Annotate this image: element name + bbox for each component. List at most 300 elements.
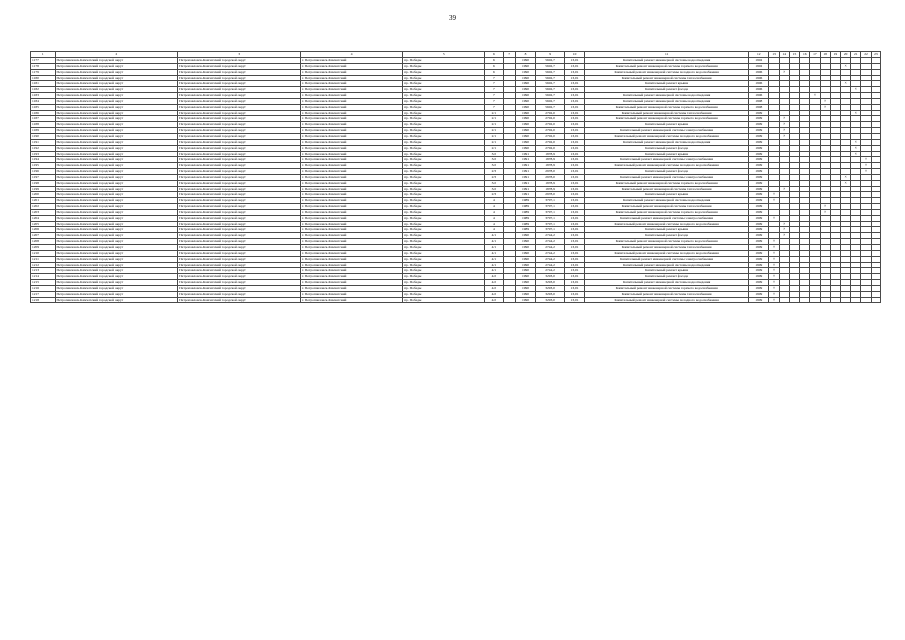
municipality-cell: Петропавловск-Камчатский городской округ [55,87,178,93]
year-cell: 1990 [515,93,535,99]
house-number-cell: 2/3 [485,192,503,198]
municipality-cell: Петропавловск-Камчатский городской округ [55,204,178,210]
street-cell: пр. Победы [403,280,485,286]
plan-year-cell: 1909 [748,116,768,122]
settlement-cell: г. Петропавловск-Камчатский [301,58,403,64]
plan-year-cell: 1909 [748,157,768,163]
area-cell: 3293,0 [536,291,565,297]
row-id-cell: 1218 [31,297,56,303]
area-cell: 5602,7 [536,81,565,87]
area-cell: 3293,0 [536,297,565,303]
row-id-cell: 1189 [31,128,56,134]
house-number-cell: 2/1 [485,116,503,122]
rate-cell: 13,01 [564,139,584,145]
settlement-cell: г. Петропавловск-Камчатский [301,204,403,210]
municipality-cell: Петропавловск-Камчатский городской округ [178,110,301,116]
municipality-cell: Петропавловск-Камчатский городской округ [178,297,301,303]
plan-year-cell: 1902 [748,58,768,64]
x-mark-icon: × [772,256,776,261]
settlement-cell: г. Петропавловск-Камчатский [301,145,403,151]
year-cell: 1990 [515,58,535,64]
house-number-cell: 4/1 [485,250,503,256]
rate-cell: 13,01 [564,110,584,116]
street-cell: пр. Победы [403,204,485,210]
plan-year-cell: 1909 [748,297,768,303]
house-number-cell: 4 [485,198,503,204]
area-cell: 2978,0 [536,169,565,175]
column-header: 2 [55,52,178,58]
work-type-cell: Капитальный ремонт инженерной системы горячего водоснабжения [585,180,749,186]
municipality-cell: Петропавловск-Камчатский городской округ [55,180,178,186]
house-number-cell: 4/2 [485,291,503,297]
municipality-cell: Петропавловск-Камчатский городской округ [55,233,178,239]
column-header: 9 [536,52,565,58]
row-id-cell: 1209 [31,245,56,251]
x-mark-icon: × [783,115,786,121]
municipality-cell: Петропавловск-Камчатский городской округ [55,256,178,262]
work-type-cell: Капитальный ремонт инженерной системы теплоснабжения [585,186,749,192]
x-mark-icon: × [844,174,847,179]
house-number-cell: 7 [485,93,503,99]
work-type-cell: Капитальный ремонт фасада [585,169,749,175]
settlement-cell: г. Петропавловск-Камчатский [301,122,403,128]
column-header: 20 [840,52,850,58]
street-cell: пр. Победы [403,274,485,280]
work-type-cell: Капитальный ремонт крыши [585,227,749,233]
work-type-cell: Капитальный ремонт инженерной системы горячего водоснабжения [585,239,749,245]
row-id-cell: 1193 [31,151,56,157]
house-number-cell: 4 [485,221,503,227]
row-id-cell: 1207 [31,233,56,239]
rate-cell: 13,01 [564,81,584,87]
plan-year-cell: 1909 [748,204,768,210]
plan-year-cell: 1906 [748,93,768,99]
year-cell: 1989 [515,221,535,227]
plan-year-cell: 1906 [748,75,768,81]
rate-cell: 13,01 [564,174,584,180]
area-cell: 5602,7 [536,75,565,81]
municipality-cell: Петропавловск-Камчатский городской округ [178,157,301,163]
plan-year-cell: 1906 [748,81,768,87]
x-mark-icon: × [772,285,776,290]
street-cell: пр. Победы [403,180,485,186]
x-mark-icon: × [783,232,786,238]
plan-year-cell: 1908 [748,104,768,110]
settlement-cell: г. Петропавловск-Камчатский [301,192,403,198]
settlement-cell: г. Петропавловск-Камчатский [301,268,403,274]
area-cell: 2702,0 [536,139,565,145]
plan-year-cell: 1909 [748,280,768,286]
area-cell: 5602,7 [536,58,565,64]
municipality-cell: Петропавловск-Камчатский городской округ [178,221,301,227]
plan-year-cell: 1909 [748,245,768,251]
rate-cell: 13,01 [564,291,584,297]
municipality-cell: Петропавловск-Камчатский городской округ [178,81,301,87]
municipality-cell: Петропавловск-Камчатский городской округ [55,139,178,145]
work-type-cell: Капитальный ремонт инженерной системы водоотведения [585,139,749,145]
year-cell: 1990 [515,239,535,245]
year-cell: 1989 [515,227,535,233]
work-type-cell: Капитальный ремонт инженерной системы холодного водоснабжения [585,69,749,75]
work-type-cell: Капитальный ремонт инженерной системы водоотведения [585,262,749,268]
work-type-cell: Капитальный ремонт фасада [585,145,749,151]
work-type-cell: Капитальный ремонт инженерной системы холодного водоснабжения [585,163,749,169]
plan-year-cell: 1902 [748,63,768,69]
plan-year-cell: 1909 [748,198,768,204]
municipality-cell: Петропавловск-Камчатский городской округ [55,198,178,204]
rate-cell: 13,01 [564,268,584,274]
municipality-cell: Петропавловск-Камчатский городской округ [178,262,301,268]
municipality-cell: Петропавловск-Камчатский городской округ [55,239,178,245]
plan-year-cell: 1909 [748,209,768,215]
street-cell: пр. Победы [403,157,485,163]
year-cell: 1990 [515,128,535,134]
row-id-cell: 1203 [31,209,56,215]
row-id-cell: 1196 [31,169,56,175]
municipality-cell: Петропавловск-Камчатский городской округ [55,104,178,110]
plan-year-cell: 1909 [748,145,768,151]
area-cell: 3707,1 [536,215,565,221]
house-number-cell: 6 [485,58,503,64]
house-number-cell: 3/2 [485,163,503,169]
house-number-cell: 3/2 [485,157,503,163]
municipality-cell: Петропавловск-Камчатский городской округ [178,169,301,175]
house-number-cell: 4/1 [485,256,503,262]
x-mark-icon: × [864,162,868,168]
rate-cell: 13,01 [564,198,584,204]
house-number-cell: 4/1 [485,268,503,274]
settlement-cell: г. Петропавловск-Камчатский [301,239,403,245]
house-number-cell: 4/2 [485,274,503,280]
x-mark-icon: × [844,80,847,86]
municipality-cell: Петропавловск-Камчатский городской округ [178,239,301,245]
x-mark-icon: × [772,291,776,296]
rate-cell: 13,01 [564,157,584,163]
row-id-cell: 1200 [31,192,56,198]
rate-cell: 13,01 [564,93,584,99]
row-id-cell: 1217 [31,291,56,297]
municipality-cell: Петропавловск-Камчатский городской округ [178,133,301,139]
plan-year-cell: 1909 [748,274,768,280]
plan-year-cell: 1909 [748,163,768,169]
row-id-cell: 1190 [31,133,56,139]
area-cell: 2702,0 [536,122,565,128]
plan-year-cell: 1909 [748,233,768,239]
rate-cell: 13,01 [564,285,584,291]
area-cell: 2702,0 [536,133,565,139]
house-number-cell: 3/2 [485,151,503,157]
settlement-cell: г. Петропавловск-Камчатский [301,139,403,145]
municipality-cell: Петропавловск-Камчатский городской округ [55,192,178,198]
municipality-cell: Петропавловск-Камчатский городской округ [178,274,301,280]
municipality-cell: Петропавловск-Камчатский городской округ [178,163,301,169]
street-cell: пр. Победы [403,139,485,145]
year-cell: 1990 [515,280,535,286]
settlement-cell: г. Петропавловск-Камчатский [301,245,403,251]
column-header: 18 [820,52,830,58]
settlement-cell: г. Петропавловск-Камчатский [301,209,403,215]
rate-cell: 13,01 [564,192,584,198]
rate-cell: 13,01 [564,227,584,233]
street-cell: пр. Победы [403,285,485,291]
x-mark-icon: × [772,215,776,220]
house-number-cell: 4/1 [485,245,503,251]
area-cell: 5602,7 [536,93,565,99]
settlement-cell: г. Петропавловск-Камчатский [301,151,403,157]
column-header: 13 [769,52,779,58]
settlement-cell: г. Петропавловск-Камчатский [301,174,403,180]
settlement-cell: г. Петропавловск-Камчатский [301,98,403,104]
municipality-cell: Петропавловск-Камчатский городской округ [55,280,178,286]
plan-year-cell: 1906 [748,69,768,75]
work-type-cell: Капитальный ремонт инженерной системы горячего водоснабжения [585,209,749,215]
area-cell: 1878,9 [536,180,565,186]
plan-year-cell: 1909 [748,215,768,221]
year-cell: 1991 [515,174,535,180]
work-type-cell: Капитальный ремонт инженерной системы электроснабжения [585,157,749,163]
street-cell: пр. Победы [403,104,485,110]
year-cell: 1990 [515,133,535,139]
plan-year-cell: 1909 [748,186,768,192]
house-number-cell: 4/2 [485,280,503,286]
x-mark-icon: × [854,86,857,92]
x-mark-icon: × [844,63,847,68]
year-cell: 1991 [515,163,535,169]
settlement-cell: г. Петропавловск-Камчатский [301,110,403,116]
row-id-cell: 1177 [31,58,56,64]
municipality-cell: Петропавловск-Камчатский городской округ [178,215,301,221]
plan-year-cell: 1909 [748,221,768,227]
period-mark-cell [830,297,840,303]
row-id-cell: 1188 [31,122,56,128]
street-cell: пр. Победы [403,128,485,134]
work-type-cell: Капитальный ремонт инженерной системы водоотведения [585,98,749,104]
area-cell: 2744,2 [536,268,565,274]
house-number-cell: 3/2 [485,180,503,186]
plan-year-cell: 1909 [748,133,768,139]
rate-cell: 13,01 [564,233,584,239]
plan-year-cell: 1909 [748,122,768,128]
period-mark-cell [820,297,830,303]
settlement-cell: г. Петропавловск-Камчатский [301,104,403,110]
year-cell: 1991 [515,169,535,175]
column-header: 5 [403,52,485,58]
rate-cell: 13,01 [564,280,584,286]
column-header: 22 [861,52,871,58]
plan-year-cell: 1909 [748,256,768,262]
year-cell: 1990 [515,87,535,93]
row-id-cell: 1214 [31,274,56,280]
municipality-cell: Петропавловск-Камчатский городской округ [55,145,178,151]
row-id-cell: 1210 [31,250,56,256]
street-cell: пр. Победы [403,151,485,157]
street-cell: пр. Победы [403,133,485,139]
work-type-cell: Капитальный ремонт инженерной системы водоотведения [585,58,749,64]
street-cell: пр. Победы [403,256,485,262]
plan-year-cell: 1909 [748,239,768,245]
settlement-cell: г. Петропавловск-Камчатский [301,221,403,227]
street-cell: пр. Победы [403,116,485,122]
row-id-cell: 1178 [31,63,56,69]
settlement-cell: г. Петропавловск-Камчатский [301,186,403,192]
settlement-cell: г. Петропавловск-Камчатский [301,297,403,303]
plan-year-cell: 1909 [748,128,768,134]
row-id-cell: 1195 [31,163,56,169]
street-cell: пр. Победы [403,186,485,192]
year-cell: 1989 [515,215,535,221]
municipality-cell: Петропавловск-Камчатский городской округ [178,69,301,75]
rate-cell: 13,01 [564,297,584,303]
plan-year-cell: 1909 [748,169,768,175]
municipality-cell: Петропавловск-Камчатский городской округ [55,297,178,303]
x-mark-icon: × [824,209,827,214]
house-number-cell: 2/1 [485,128,503,134]
house-number-cell: 4 [485,227,503,233]
area-cell: 2978,0 [536,192,565,198]
row-id-cell: 1181 [31,81,56,87]
rate-cell: 13,01 [564,186,584,192]
row-id-cell: 1212 [31,262,56,268]
settlement-cell: г. Петропавловск-Камчатский [301,274,403,280]
municipality-cell: Петропавловск-Камчатский городской округ [55,110,178,116]
house-number-cell: 4/2 [485,297,503,303]
settlement-cell: г. Петропавловск-Камчатский [301,69,403,75]
municipality-cell: Петропавловск-Камчатский городской округ [55,274,178,280]
page-number: 39 [449,14,456,22]
plan-year-cell: 1909 [748,227,768,233]
area-cell: 3293,0 [536,280,565,286]
municipality-cell: Петропавловск-Камчатский городской округ [178,233,301,239]
municipality-cell: Петропавловск-Камчатский городской округ [55,285,178,291]
house-number-cell: 4 [485,215,503,221]
x-mark-icon: × [854,145,857,150]
year-cell: 1990 [515,268,535,274]
rate-cell: 13,01 [564,151,584,157]
work-type-cell: Капитальный ремонт инженерной системы электроснабжения [585,256,749,262]
work-type-cell: Капитальный ремонт инженерной системы водоотведения [585,280,749,286]
municipality-cell: Петропавловск-Камчатский городской округ [55,250,178,256]
house-number-cell: 4/1 [485,262,503,268]
row-id-cell: 1215 [31,280,56,286]
column-header: 15 [789,52,799,58]
x-mark-icon: × [772,262,776,267]
column-header: 8 [515,52,535,58]
municipality-cell: Петропавловск-Камчатский городской округ [178,268,301,274]
work-type-cell: Капитальный ремонт фасада [585,87,749,93]
municipality-cell: Петропавловск-Камчатский городской округ [55,81,178,87]
street-cell: пр. Победы [403,63,485,69]
municipality-cell: Петропавловск-Камчатский городской округ [178,285,301,291]
column-header: 10 [564,52,584,58]
municipality-cell: Петропавловск-Камчатский городской округ [55,169,178,175]
column-header: 11 [585,52,749,58]
municipality-cell: Петропавловск-Камчатский городской округ [178,104,301,110]
municipality-cell: Петропавловск-Камчатский городской округ [55,122,178,128]
municipality-cell: Петропавловск-Камчатский городской округ [178,204,301,210]
municipality-cell: Петропавловск-Камчатский городской округ [55,215,178,221]
column-header: 6 [485,52,503,58]
year-cell: 1990 [515,98,535,104]
column-header: 1 [31,52,56,58]
area-cell: 3293,0 [536,285,565,291]
municipality-cell: Петропавловск-Камчатский городской округ [178,180,301,186]
area-cell: 2702,0 [536,116,565,122]
x-mark-icon: × [783,226,786,232]
row-id-cell: 1184 [31,98,56,104]
municipality-cell: Петропавловск-Камчатский городской округ [55,116,178,122]
area-cell: 2702,0 [536,128,565,134]
area-cell: 2702,0 [536,145,565,151]
rate-cell: 13,01 [564,87,584,93]
area-cell: 1878,9 [536,151,565,157]
settlement-cell: г. Петропавловск-Камчатский [301,233,403,239]
municipality-cell: Петропавловск-Камчатский городской округ [178,128,301,134]
municipality-cell: Петропавловск-Камчатский городской округ [55,93,178,99]
year-cell: 1990 [515,274,535,280]
row-id-cell: 1206 [31,227,56,233]
settlement-cell: г. Петропавловск-Камчатский [301,256,403,262]
plan-year-cell: 1909 [748,174,768,180]
period-mark-cell [779,297,789,303]
period-mark-cell [769,297,779,303]
house-number-cell: 4/1 [485,233,503,239]
house-number-cell: 7 [485,81,503,87]
municipality-cell: Петропавловск-Камчатский городской округ [178,280,301,286]
house-number-cell: 6 [485,69,503,75]
work-type-cell: Капитальный ремонт крыши [585,151,749,157]
row-id-cell: 1208 [31,239,56,245]
x-mark-icon: × [772,273,776,279]
settlement-cell: г. Петропавловск-Камчатский [301,250,403,256]
municipality-cell: Петропавловск-Камчатский городской округ [178,75,301,81]
street-cell: пр. Победы [403,215,485,221]
rate-cell: 13,01 [564,256,584,262]
year-cell: 1991 [515,192,535,198]
work-type-cell: Капитальный ремонт инженерной системы холодного водоснабжения [585,297,749,303]
row-id-cell: 1199 [31,186,56,192]
house-number-cell: 7 [485,98,503,104]
x-mark-icon: × [854,110,857,115]
work-type-cell: Капитальный ремонт инженерной системы теплоснабжения [585,245,749,251]
x-mark-icon: × [864,156,868,162]
settlement-cell: г. Петропавловск-Камчатский [301,169,403,175]
column-header: 17 [810,52,820,58]
street-cell: пр. Победы [403,58,485,64]
period-mark-cell [810,297,820,303]
table-row [31,297,881,303]
municipality-cell: Петропавловск-Камчатский городской округ [178,145,301,151]
x-mark-icon: × [772,267,776,273]
plan-year-cell: 1909 [748,151,768,157]
municipality-cell: Петропавловск-Камчатский городской округ [55,163,178,169]
row-id-cell: 1182 [31,87,56,93]
house-number-cell: 4/2 [485,285,503,291]
work-type-cell: Капитальный ремонт инженерной системы холодного водоснабжения [585,133,749,139]
street-cell: пр. Победы [403,169,485,175]
municipality-cell: Петропавловск-Камчатский городской округ [178,245,301,251]
area-cell: 5602,7 [536,63,565,69]
x-mark-icon: × [854,139,857,144]
year-cell: 1990 [515,75,535,81]
street-cell: пр. Победы [403,81,485,87]
house-number-cell: 7 [485,104,503,110]
area-cell: 2744,2 [536,250,565,256]
year-cell: 1990 [515,116,535,122]
x-mark-icon: × [772,250,776,255]
work-type-cell: Капитальный ремонт инженерной системы электроснабжения [585,174,749,180]
house-number-cell: 2/1 [485,139,503,145]
street-cell: пр. Победы [403,268,485,274]
